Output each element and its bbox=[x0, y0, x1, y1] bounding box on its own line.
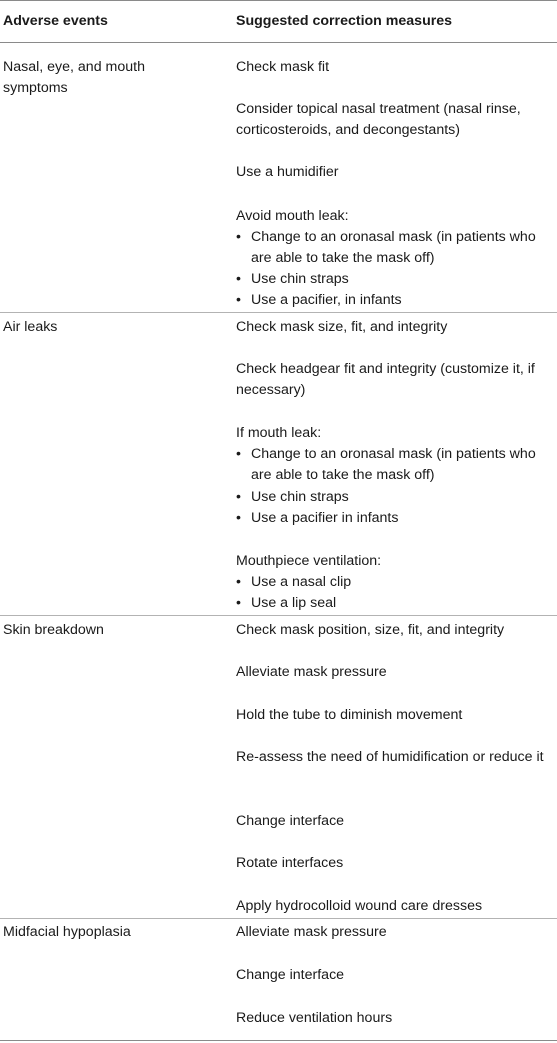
measure-text: Check mask size, fit, and integrity bbox=[236, 319, 448, 335]
bullet-glyph: • bbox=[236, 292, 241, 308]
measure-text: Rotate interfaces bbox=[236, 855, 344, 871]
event-nasal-eye-mouth: Nasal, eye, and mouth symptoms bbox=[3, 59, 145, 96]
bullet-item bbox=[236, 227, 554, 269]
measure-text: Check mask fit bbox=[236, 59, 330, 75]
measure-text: Mouthpiece ventilation: bbox=[236, 553, 382, 569]
row-separator bbox=[0, 918, 557, 919]
bullet-item bbox=[236, 508, 554, 529]
bullet-text: Use chin straps bbox=[251, 489, 349, 505]
bullet-item bbox=[236, 572, 554, 593]
measure-text: Consider topical nasal treatment (nasal rinse, corticosteroids, and decongestants) bbox=[236, 101, 521, 138]
measure-text: Change interface bbox=[236, 967, 345, 983]
measure-text: Apply hydrocolloid wound care dresses bbox=[236, 898, 483, 914]
header-rule bbox=[0, 42, 557, 43]
bullet-glyph: • bbox=[236, 271, 241, 287]
measure-text: Use a humidifier bbox=[236, 164, 339, 180]
header-correction-measures: Suggested correction measures bbox=[236, 13, 453, 29]
measure-text: Check headgear fit and integrity (customize it, if necessary) bbox=[236, 361, 535, 398]
bullet-item bbox=[236, 444, 554, 486]
bullet-glyph: • bbox=[236, 489, 241, 505]
measure-text: If mouth leak: bbox=[236, 425, 322, 441]
bullet-text: Use a pacifier in infants bbox=[251, 510, 399, 526]
bullet-text: Change to an oronasal mask (in patients who are able to take the mask off) bbox=[251, 229, 536, 266]
table-bottom-rule bbox=[0, 1040, 557, 1041]
measure-text: Alleviate mask pressure bbox=[236, 664, 387, 680]
measure-text: Re-assess the need of humidification or reduce it bbox=[236, 749, 544, 765]
bullet-item bbox=[236, 593, 554, 614]
bullet-glyph: • bbox=[236, 229, 241, 245]
event-midfacial-hypoplasia: Midfacial hypoplasia bbox=[3, 924, 131, 940]
measure-text: Alleviate mask pressure bbox=[236, 924, 387, 940]
bullet-glyph: • bbox=[236, 446, 241, 462]
event-skin-breakdown: Skin breakdown bbox=[3, 622, 104, 638]
bullet-item bbox=[236, 269, 554, 290]
header-adverse-events: Adverse events bbox=[3, 13, 108, 29]
measure-text: Avoid mouth leak: bbox=[236, 208, 349, 224]
bullet-text: Use chin straps bbox=[251, 271, 349, 287]
row-separator bbox=[0, 615, 557, 616]
bullet-glyph: • bbox=[236, 574, 241, 590]
measure-text: Reduce ventilation hours bbox=[236, 1010, 393, 1026]
bullet-text: Use a nasal clip bbox=[251, 574, 352, 590]
bullet-text: Use a pacifier, in infants bbox=[251, 292, 402, 308]
table-top-rule bbox=[0, 0, 557, 1]
bullet-glyph: • bbox=[236, 595, 241, 611]
bullet-item bbox=[236, 487, 554, 508]
measure-text: Hold the tube to diminish movement bbox=[236, 707, 463, 723]
measure-text: Check mask position, size, fit, and integrity bbox=[236, 622, 505, 638]
measure-text: Change interface bbox=[236, 813, 345, 829]
bullet-item bbox=[236, 290, 554, 311]
row-separator bbox=[0, 312, 557, 313]
bullet-text: Change to an oronasal mask (in patients who are able to take the mask off) bbox=[251, 446, 536, 483]
bullet-text: Use a lip seal bbox=[251, 595, 337, 611]
bullet-glyph: • bbox=[236, 510, 241, 526]
event-air-leaks: Air leaks bbox=[3, 319, 58, 335]
